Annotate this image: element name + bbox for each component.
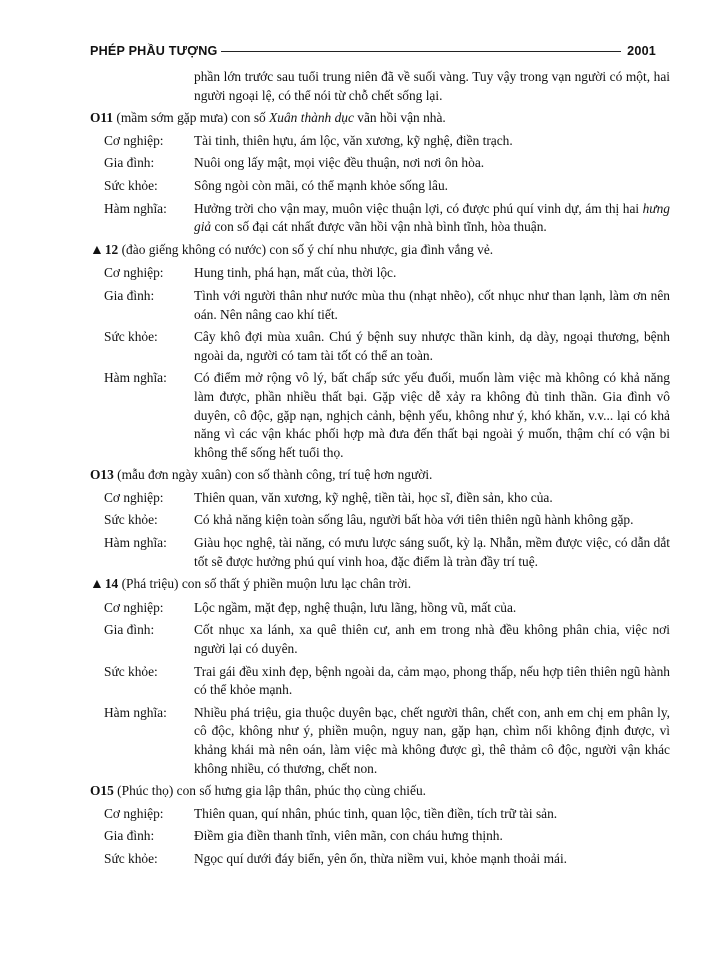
entry [90,782,670,868]
entry-number [90,783,114,798]
row-label: Sức khỏe: [104,512,158,528]
row-text-part: Có khả năng kiện toàn sống lâu, người bất hòa với tiên thiên ngũ hành không gặp. [194,512,634,528]
entry-number [90,576,118,591]
entry-title [90,466,670,485]
row-text-part: Trai gái đều xinh đẹp, bệnh ngoài da, cảm mạo, phong thấp, nếu hợp tiên thiên ngũ hành có thể khỏe mạnh. [194,663,670,698]
page-number: 2001 [627,43,656,58]
entry-row [90,177,670,196]
entry-row [90,489,670,508]
entry-row [90,154,670,173]
entry [90,109,670,237]
row-label: Cơ nghiệp: [104,805,164,821]
row-text-part: Ngọc quí dưới đáy biển, yên ổn, thừa niềm vui, khỏe mạnh thoải mái. [194,850,568,866]
row-text [194,132,670,151]
row-text [194,663,670,700]
entry-list [90,109,670,868]
entry-title-text: (mầm sớm gặp mưa) con số [113,110,270,126]
row-text-part: Có điểm mở rộng vô lý, bất chấp sức yếu đuối, muốn làm việc mà không có khả năng làm được, phần nhiều thất bại. Gặp việc dễ xảy ra không đủ tinh thần. Gia đình vô duyên, cô độc, gặp nạn, nghịch cảnh, bệnh yếu, không như ý, khó khăn, v.v... lại có khả năng vì các vận khác phối hợp mà đưa đến thất bại ngoài ý muốn, thậm chí có vận bi không thể sống hết tuổi thọ. [194,370,670,460]
entry-title [90,575,670,595]
header-title: PHÉP PHẦU TƯỢNG [90,43,218,58]
row-text [194,200,670,237]
row-text-part: Thiên quan, quí nhân, phúc tinh, quan lộc, tiền điền, tích trữ tài sản. [194,805,558,821]
row-label: Sức khỏe: [104,177,158,193]
row-label: Cơ nghiệp: [104,489,164,505]
row-text [194,369,670,462]
row-text-part: Sông ngòi còn mãi, có thể mạnh khỏe sống lâu. [194,177,449,193]
row-label: Hàm nghĩa: [104,704,167,720]
row-text [194,827,670,846]
running-header [90,41,656,61]
entry-code: 14 [104,576,119,592]
entry-title-text: (Phúc thọ) con số hưng gia lập thân, phúc thọ cùng chiếu. [113,783,427,799]
entry-title [90,109,670,128]
row-text-part: Lộc ngầm, mặt đẹp, nghệ thuận, lưu lãng, hồng vũ, mất của. [194,599,517,615]
triangle-marker: ▲ [90,577,104,593]
row-label: Gia đình: [104,622,155,638]
entry-code: 12 [104,241,119,257]
header-rule [221,51,622,52]
entry [90,466,670,571]
entry-row [90,287,670,324]
row-text [194,287,670,324]
row-text-part: Tài tinh, thiên hựu, ám lộc, văn xương, kỹ nghệ, điền trạch. [194,132,513,148]
row-text [194,511,670,530]
row-text-part: Hung tinh, phá hạn, mất của, thời lộc. [194,265,397,281]
row-text-part: Cốt nhục xa lánh, xa quê thiên cư, anh em trong nhà đều không phân chia, việc nơi người lại có duyên. [194,622,670,657]
entry-row [90,827,670,846]
row-label: Hàm nghĩa: [104,535,167,551]
row-text [194,154,670,173]
entry-row [90,264,670,283]
entry-row [90,663,670,700]
row-text [194,599,670,618]
row-text-part: Thiên quan, văn xương, kỹ nghệ, tiền tài, học sĩ, điền sản, kho của. [194,489,553,505]
row-text [194,264,670,283]
row-text-part: Nuôi ong lấy mật, mọi việc đều thuận, nơi nơi ôn hòa. [194,155,485,171]
row-text-part: Điềm gia điền thanh tĩnh, viên mãn, con cháu hưng thịnh. [194,828,503,844]
row-text-part: Nhiều phá triệu, gia thuộc duyên bạc, chết người thân, chết con, anh em chị em phân ly, cô độc, không như ý, phiền muộn, nguy nan, gặp hạn, chìm nổi không định được, vì khảng khái mà nên oán, làm việc mà không được gì, thê thảm cô độc, người vận khác không nhiều, có thương, chết non. [194,704,670,776]
row-label: Hàm nghĩa: [104,370,167,386]
row-text-part: Tình với người thân như nước mùa thu (nhạt nhẽo), cốt nhục như than lạnh, làm ơn nên oán. Nên nâng cao khí tiết. [194,287,670,322]
row-label: Sức khỏe: [104,663,158,679]
entry [90,575,670,778]
row-text [194,177,670,196]
row-label: Hàm nghĩa: [104,200,167,216]
entry-title-text-end: vãn hồi vận nhà. [353,110,446,126]
entry-number [90,242,118,257]
row-label: Sức khỏe: [104,850,158,866]
entry-title-emphasis: Xuân thành dục [269,110,354,126]
entry-row [90,805,670,824]
entry-row [90,621,670,658]
row-label: Cơ nghiệp: [104,132,164,148]
row-text [194,621,670,658]
entry-code: O13 [90,467,114,483]
row-text [194,534,670,571]
triangle-marker: ▲ [90,242,104,258]
row-label: Cơ nghiệp: [104,599,164,615]
entry-title-text: (đào giếng không có nước) con số ý chí nhu nhược, gia đình vắng vẻ. [118,241,494,257]
row-label: Cơ nghiệp: [104,265,164,281]
row-label: Gia đình: [104,287,155,303]
entry-code: O11 [90,110,114,126]
page-body [90,68,670,869]
entry-row [90,599,670,618]
row-label: Sức khỏe: [104,329,158,345]
entry-code: O15 [90,783,114,799]
row-text [194,850,670,869]
row-text-part-end: con số đại cát nhất được vãn hồi vận nhà bình tĩnh, hòa thuận. [211,219,547,235]
row-text [194,704,670,778]
entry-row [90,534,670,571]
row-text [194,805,670,824]
entry-row [90,132,670,151]
entry-row [90,850,670,869]
entry-title-text: (Phá triệu) con số thất ý phiền muộn lưu lạc chân trời. [118,576,412,592]
entry-number [90,110,113,125]
entry-title [90,241,670,261]
entry-row [90,704,670,778]
row-label: Gia đình: [104,155,155,171]
entry-number [90,467,114,482]
row-text-emphasis: hưng giả [194,200,670,235]
continuation-paragraph: phần lớn trước sau tuổi trung niên đã về suối vàng. Tuy vậy trong vạn người có một, hai người ngoại lệ, có thể nói từ chỗ chết sống lại. [194,69,670,103]
row-text-part: Cây khô đợi mùa xuân. Chú ý bệnh suy nhược thần kinh, dạ dày, ngoại thương, bệnh ngoài da, người có tam tài tốt có thể an toàn. [194,329,670,363]
entry-row [90,369,670,462]
row-text [194,328,670,365]
entry [90,241,670,463]
entry-row [90,328,670,365]
entry-row [90,200,670,237]
entry-row [90,511,670,530]
row-text-part: Hưởng trời cho vận may, muôn việc thuận lợi, có được phú quí vinh dự, ám thị hai [194,200,643,216]
row-label: Gia đình: [104,828,155,844]
entry-title-text: (mẫu đơn ngày xuân) con số thành công, trí tuệ hơn người. [113,467,433,483]
row-text [194,489,670,508]
entry-title [90,782,670,801]
row-text-part: Giàu học nghệ, tài năng, có mưu lược sáng suốt, kỳ lạ. Nhẫn, mềm được việc, có dẫn dắt tốt sẽ được hưởng phú quí vinh hoa, đặc điểm là tràn đầy trí tuệ. [194,535,670,569]
